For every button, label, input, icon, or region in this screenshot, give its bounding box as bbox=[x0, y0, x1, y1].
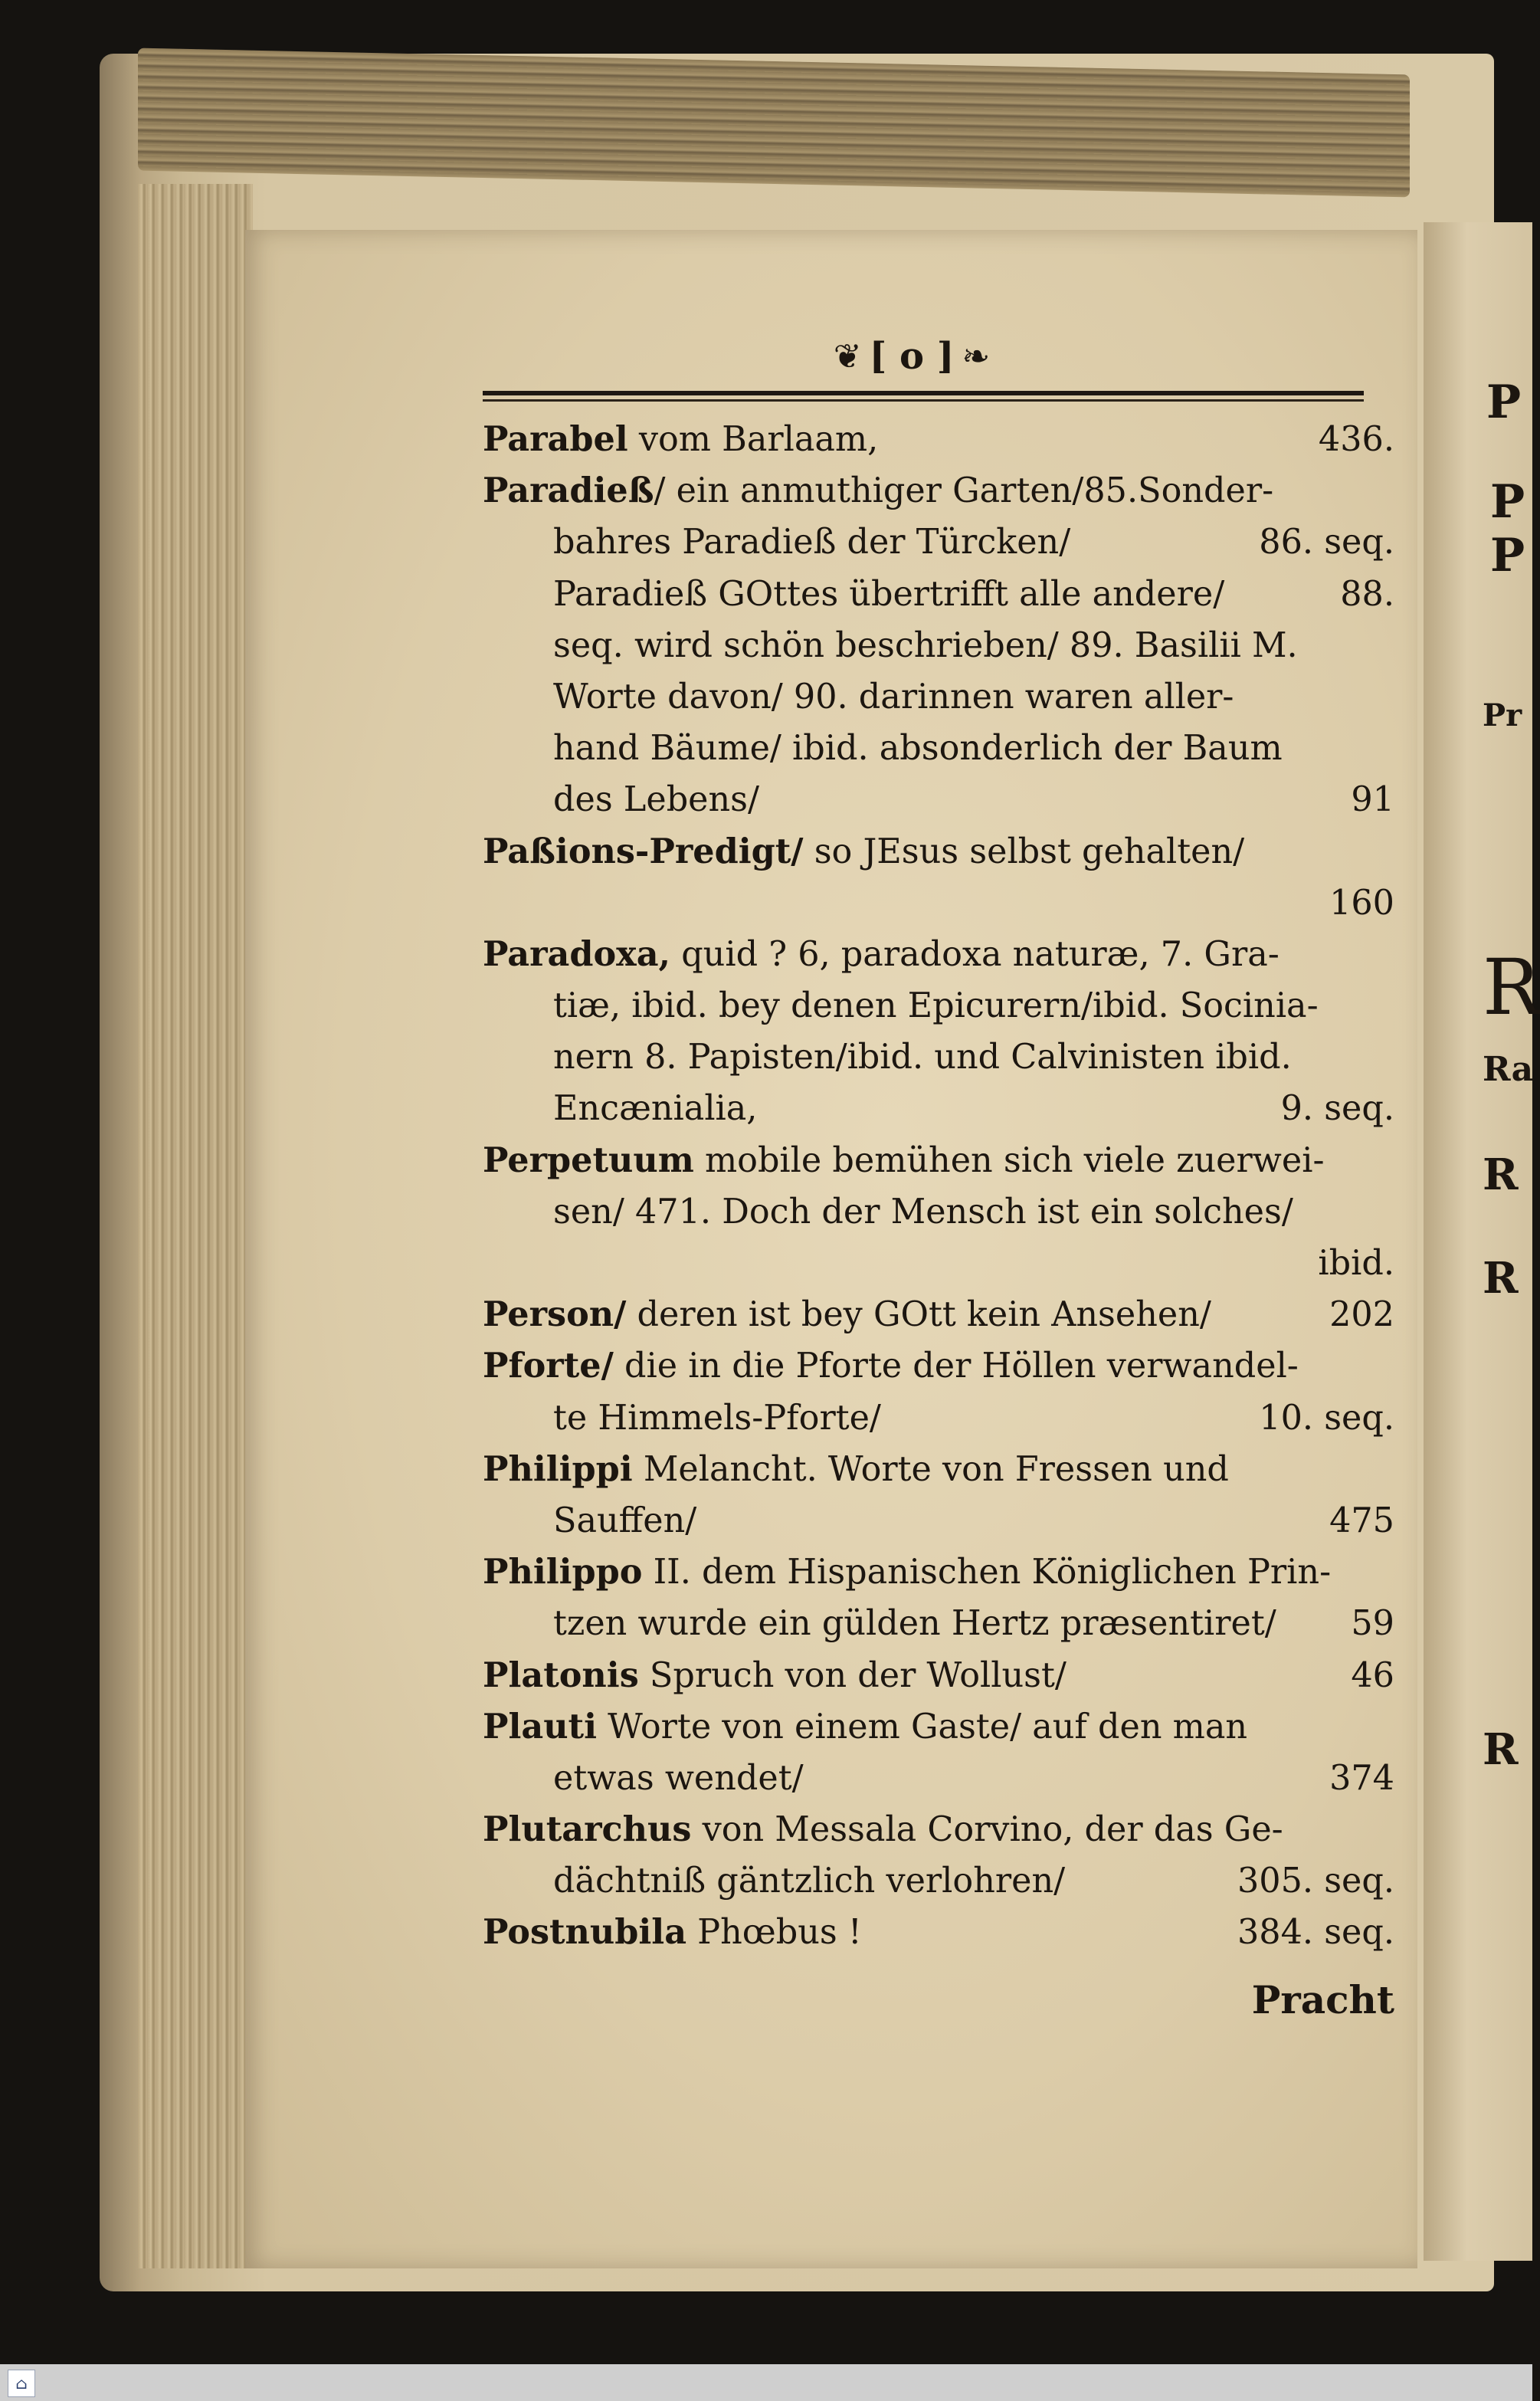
index-entry bbox=[483, 1907, 1394, 1958]
index-entry bbox=[483, 929, 1394, 980]
index-entry-continuation bbox=[483, 1032, 1394, 1083]
facing-page-fragment: R bbox=[1483, 1724, 1519, 1775]
entry-text: Paradieß/ ein anmuthiger Garten/85.Sonder- bbox=[483, 471, 1274, 511]
catchword: Pracht bbox=[1251, 1977, 1394, 2022]
index-entry-continuation bbox=[483, 1238, 1394, 1289]
entry-page-ref: 46 bbox=[1351, 1655, 1394, 1695]
entry-page-ref: 9. seq. bbox=[1280, 1089, 1394, 1129]
entry-text: Philippo II. dem Hispanischen Königlichen Prin- bbox=[483, 1552, 1332, 1592]
entry-page-ref: ibid. bbox=[1318, 1244, 1394, 1283]
entry-head-word: Pforte/ bbox=[483, 1346, 614, 1386]
entry-text: Perpetuum mobile bemühen sich viele zuerwei- bbox=[483, 1140, 1325, 1180]
entry-head-word: Paßions-Predigt/ bbox=[483, 831, 804, 871]
index-entry bbox=[483, 1804, 1394, 1855]
library-seal-icon[interactable]: ⌂ bbox=[8, 2370, 35, 2397]
entry-head-word: Plutarchus bbox=[483, 1809, 692, 1850]
index-entry-continuation bbox=[483, 774, 1394, 825]
index-entry bbox=[483, 1135, 1394, 1186]
index-entry-continuation bbox=[483, 1495, 1394, 1547]
facing-page-fragment: P bbox=[1486, 376, 1522, 429]
index-entry bbox=[483, 1650, 1394, 1701]
viewer-footer-bar bbox=[0, 2364, 1532, 2401]
index-entry-continuation bbox=[483, 1392, 1394, 1444]
entry-page-ref: 86. seq. bbox=[1259, 523, 1394, 563]
entry-page-ref: 475 bbox=[1329, 1501, 1394, 1540]
index-entry bbox=[483, 1547, 1394, 1598]
index-entry bbox=[483, 465, 1394, 517]
entry-text: Encænialia, bbox=[553, 1089, 758, 1129]
index-entry-continuation bbox=[483, 980, 1394, 1032]
index-entry bbox=[483, 826, 1394, 877]
entry-page-ref: 384. seq. bbox=[1237, 1913, 1394, 1953]
index-entry-continuation bbox=[483, 671, 1394, 723]
entry-page-ref: 10. seq. bbox=[1259, 1398, 1394, 1438]
entry-text: seq. wird schön beschrieben/ 89. Basilii M. bbox=[553, 625, 1298, 665]
index-entry bbox=[483, 1701, 1394, 1753]
facing-page-fragment: Pr bbox=[1483, 697, 1522, 733]
entry-head-word: Perpetuum bbox=[483, 1140, 694, 1180]
entry-head-word: Paradieß bbox=[483, 471, 654, 511]
entry-text: Platonis Spruch von der Wollust/ bbox=[483, 1655, 1067, 1695]
entry-text: Postnubila Phœbus ! bbox=[483, 1912, 862, 1953]
entry-head-word: Postnubila bbox=[483, 1912, 687, 1953]
index-entry-continuation bbox=[483, 569, 1394, 620]
facing-page-fragment: R bbox=[1483, 1150, 1519, 1200]
page-block-side-edge bbox=[138, 184, 253, 2268]
index-entry bbox=[483, 1444, 1394, 1495]
entry-text: Paradieß GOttes übertrifft alle andere/ bbox=[553, 574, 1225, 614]
entry-text: Paradoxa, quid ? 6, paradoxa naturæ, 7. Gra- bbox=[483, 933, 1280, 974]
entry-text: Person/ deren ist bey GOtt kein Ansehen/ bbox=[483, 1294, 1211, 1335]
index-entries bbox=[483, 414, 1394, 1959]
entry-text: hand Bäume/ ibid. absonderlich der Baum bbox=[553, 729, 1283, 769]
entry-head-word: Parabel bbox=[483, 419, 628, 459]
entry-text: des Lebens/ bbox=[553, 780, 759, 820]
entry-head-word: Paradoxa, bbox=[483, 933, 671, 974]
index-entry bbox=[483, 414, 1394, 465]
entry-head-word: Philippi bbox=[483, 1448, 633, 1489]
facing-page-fragment: Ra bbox=[1483, 1050, 1534, 1089]
entry-page-ref: 436. bbox=[1318, 420, 1394, 459]
entry-text: dächtniß gäntzlich verlohren/ bbox=[553, 1861, 1066, 1901]
entry-page-ref: 160 bbox=[1329, 883, 1394, 923]
entry-page-ref: 305. seq. bbox=[1237, 1861, 1394, 1901]
page-number: [ o ] bbox=[869, 335, 955, 378]
index-entry-continuation bbox=[483, 1753, 1394, 1804]
facing-page-fragment: R bbox=[1483, 943, 1540, 1032]
entry-head-word: Platonis bbox=[483, 1655, 639, 1695]
entry-text: Plutarchus von Messala Corvino, der das Ge- bbox=[483, 1809, 1283, 1850]
entry-text: Philippi Melancht. Worte von Fressen und bbox=[483, 1448, 1229, 1489]
entry-head-word: Person/ bbox=[483, 1294, 627, 1335]
index-entry-continuation bbox=[483, 1083, 1394, 1134]
index-entry bbox=[483, 1289, 1394, 1340]
ornament-left-icon: ❦ bbox=[833, 336, 862, 376]
entry-head-word: Philippo bbox=[483, 1552, 643, 1592]
entry-text: Plauti Worte von einem Gaste/ auf den man bbox=[483, 1706, 1248, 1747]
index-entry-continuation bbox=[483, 877, 1394, 929]
entry-text: tzen wurde ein gülden Hertz præsentiret/ bbox=[553, 1604, 1276, 1644]
index-entry-continuation bbox=[483, 517, 1394, 568]
entry-head-word: Plauti bbox=[483, 1706, 598, 1747]
entry-text: nern 8. Papisten/ibid. und Calvinisten ibid. bbox=[553, 1038, 1292, 1077]
entry-text: te Himmels-Pforte/ bbox=[553, 1398, 881, 1438]
entry-page-ref: 202 bbox=[1329, 1295, 1394, 1335]
entry-page-ref: 59 bbox=[1351, 1604, 1394, 1644]
index-entry bbox=[483, 1340, 1394, 1392]
entry-text: Parabel vom Barlaam, bbox=[483, 419, 879, 459]
facing-page-fragment: P bbox=[1490, 475, 1525, 529]
index-entry-continuation bbox=[483, 620, 1394, 671]
header-rule bbox=[483, 391, 1364, 402]
entry-text: Paßions-Predigt/ so JEsus selbst gehalten/ bbox=[483, 831, 1245, 871]
entry-text: etwas wendet/ bbox=[553, 1758, 804, 1798]
index-entry-continuation bbox=[483, 723, 1394, 774]
ornament-right-icon: ❧ bbox=[962, 336, 991, 376]
entry-page-ref: 91 bbox=[1351, 780, 1394, 820]
page-header bbox=[766, 330, 1057, 383]
entry-text: bahres Paradieß der Türcken/ bbox=[553, 523, 1071, 563]
entry-text: tiæ, ibid. bey denen Epicurern/ibid. Socinia- bbox=[553, 986, 1319, 1026]
entry-text: Worte davon/ 90. darinnen waren aller- bbox=[553, 677, 1234, 717]
entry-text: sen/ 471. Doch der Mensch ist ein solches/ bbox=[553, 1192, 1293, 1232]
entry-page-ref: 88. bbox=[1340, 574, 1394, 614]
entry-text: Sauffen/ bbox=[553, 1501, 697, 1540]
entry-page-ref: 374 bbox=[1329, 1758, 1394, 1798]
index-entry-continuation bbox=[483, 1855, 1394, 1907]
facing-page-fragment: R bbox=[1483, 1253, 1519, 1304]
facing-page-fragment: P bbox=[1490, 529, 1525, 582]
entry-text: Pforte/ die in die Pforte der Höllen verwandel- bbox=[483, 1346, 1299, 1386]
index-entry-continuation bbox=[483, 1598, 1394, 1649]
index-entry-continuation bbox=[483, 1186, 1394, 1238]
